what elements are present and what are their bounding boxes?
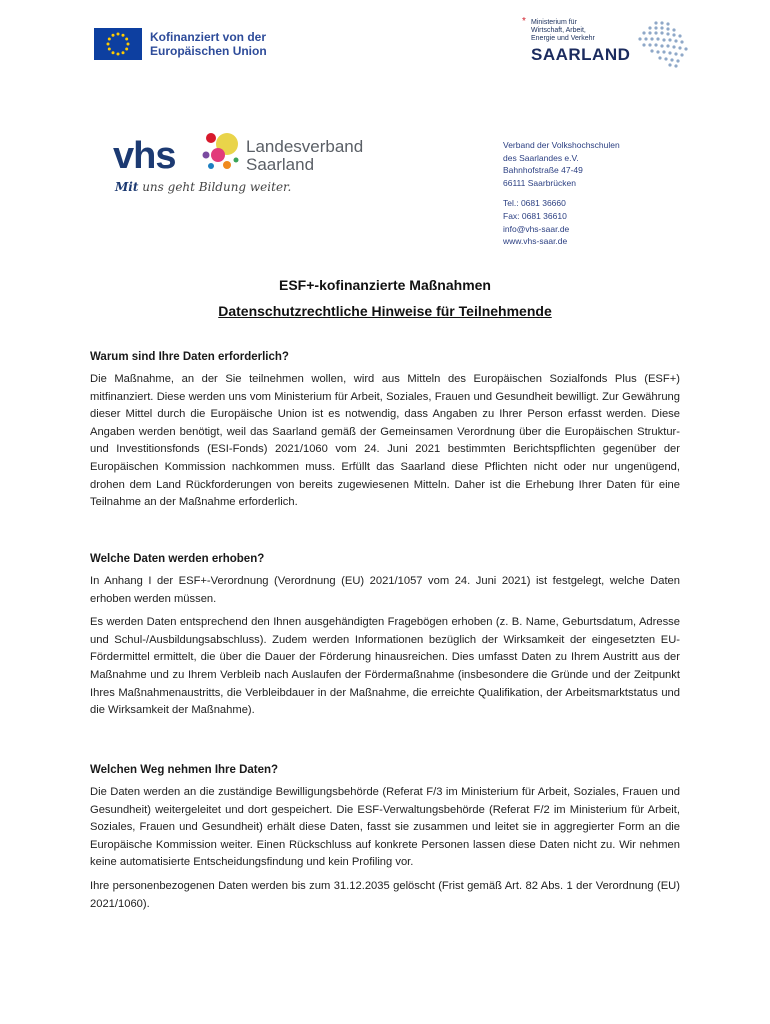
eu-badge-line2: Europäischen Union — [150, 44, 267, 58]
section-heading: Warum sind Ihre Daten erforderlich? — [90, 351, 289, 363]
eu-badge-line1: Kofinanziert von der — [150, 30, 267, 44]
section-which-data — [90, 553, 680, 726]
vhs-org-line2: Saarland — [246, 155, 315, 174]
contact-website[interactable]: www.vhs-saar.de — [503, 236, 568, 247]
eu-flag-icon — [94, 28, 142, 60]
vhs-logo — [113, 128, 373, 206]
contact-fax: Fax: 0681 36610 — [503, 210, 567, 221]
address-line-1: Verband der Volkshochschulen — [503, 140, 620, 150]
section-paragraph: Die Maßnahme, an der Sie teilnehmen wollen, wird aus Mitteln des Europäischen Sozialfonds Plus (ESF+) mitfinanziert. Diese werden uns vom Ministerium für Arbeit, Soziales, Frauen und Gesundheit bewilligt. Zur Gewährung dieser Mittel durch die Europäische Union ist es notwendig, dass Angaben zu Ihrer Person erfasst werden. Diese Angaben werden benötigt, weil das Saarland gemäß der Gemeinsamen Verordnung über die Europäischen Struktur- und Investitionsfonds (ESI-Fonds) 2021/1060 vom 24. Juni 2021 bestimmten Berichtspflichten gegenüber der Europäischen Kommission nachkommen muss. Erfüllt das Saarland diese Pflichten nicht oder nur ungenügend, drohen dem Land Rückforderungen von bereits zugewiesenen Mitteln. Daher ist die Erhebung Ihrer Daten für eine Teilnahme an der Maßnahme erforderlich. — [90, 373, 680, 509]
section-data-path — [90, 764, 680, 919]
document-subtitle: Datenschutzrechtliche Hinweise für Teilnehmende — [218, 303, 552, 319]
section-paragraph: Es werden Daten entsprechend den Ihnen ausgehändigten Fragebögen erhoben (z. B. Name, Geburtsdatum, Adresse und Schul-/Ausbildungsabschluss). Zudem werden Informationen bezüglich der Wirksamkeit der eingesetzten EU-Fördermittel ermittelt, die über die Dauer der Förderung hinausreichen. Dies umfasst Daten zu Ihrem Austritt aus der Maßnahme und zu Ihrem Verbleib nach Auslaufen der Fördermaßnahme (insbesondere die Gründe und der Zeitpunkt Ihres Maßnahmenaustritts, die Verbleibdauer in der Maßnahme, die erreichte Qualifikation, der Arbeitsmarktstatus und die Wirksamkeit der Maßnahme). — [90, 616, 680, 717]
address-line-2: des Saarlandes e.V. — [503, 152, 579, 163]
contact-phone: Tel.: 0681 36660 — [503, 198, 566, 209]
section-why-data — [90, 351, 680, 518]
vhs-slogan-mit: Mit — [115, 180, 139, 194]
section-heading: Welchen Weg nehmen Ihre Daten? — [90, 764, 279, 776]
ministry-line-2: Wirtschaft, Arbeit, — [531, 27, 586, 34]
ministry-line-1: Ministerium für — [531, 19, 577, 26]
eu-cofinancing-badge — [94, 28, 267, 60]
address-line-4: 66111 Saarbrücken — [503, 177, 576, 188]
ministry-line-3: Energie und Verkehr — [531, 35, 595, 42]
vhs-org-line1: Landesverband — [246, 137, 364, 156]
section-paragraph: Ihre personenbezogenen Daten werden bis zum 31.12.2035 gelöscht (Frist gemäß Art. 82 Abs. 1 der Verordnung (EU) 2021/1060). — [90, 879, 680, 910]
contact-email[interactable]: info@vhs-saar.de — [503, 223, 570, 234]
vhs-wordmark: vhs — [113, 135, 176, 177]
saarland-map-icon — [626, 19, 692, 69]
address-line-3: Bahnhofstraße 47-49 — [503, 165, 583, 176]
vhs-slogan — [115, 180, 291, 194]
ministry-star: * — [522, 16, 526, 27]
vhs-slogan-rest: uns geht Bildung weiter. — [138, 180, 292, 194]
document-title: ESF+-kofinanzierte Maßnahmen — [279, 277, 491, 293]
address-block — [503, 139, 620, 248]
saarland-brand: SAARLAND — [531, 45, 631, 64]
section-paragraph: Die Daten werden an die zuständige Bewilligungsbehörde (Referat F/3 im Ministerium für Arbeit, Soziales, Frauen und Gesundheit) weitergeleitet und dort gespeichert. Die ESF-Verwaltungsbehörde (Referat F/2 im Ministerium für Arbeit, Soziales, Frauen und Gesundheit) erhält diese Daten, fasst sie zusammen und leitet sie in aggregierter Form an die Europäische Kommission weiter. Einen Rückschluss auf konkrete Personen lassen diese Daten nicht zu. Wir nehmen keine automatisierte Entscheidungsfindung und kein Profiling vor. — [90, 786, 680, 869]
section-paragraph: In Anhang I der ESF+-Verordnung (Verordnung (EU) 2021/1057 vom 24. Juni 2021) ist festgelegt, welche Daten erhoben werden müssen. — [90, 575, 680, 605]
ministry-logo — [522, 17, 692, 69]
section-heading: Welche Daten werden erhoben? — [90, 553, 265, 565]
vhs-dots-icon — [197, 130, 245, 172]
